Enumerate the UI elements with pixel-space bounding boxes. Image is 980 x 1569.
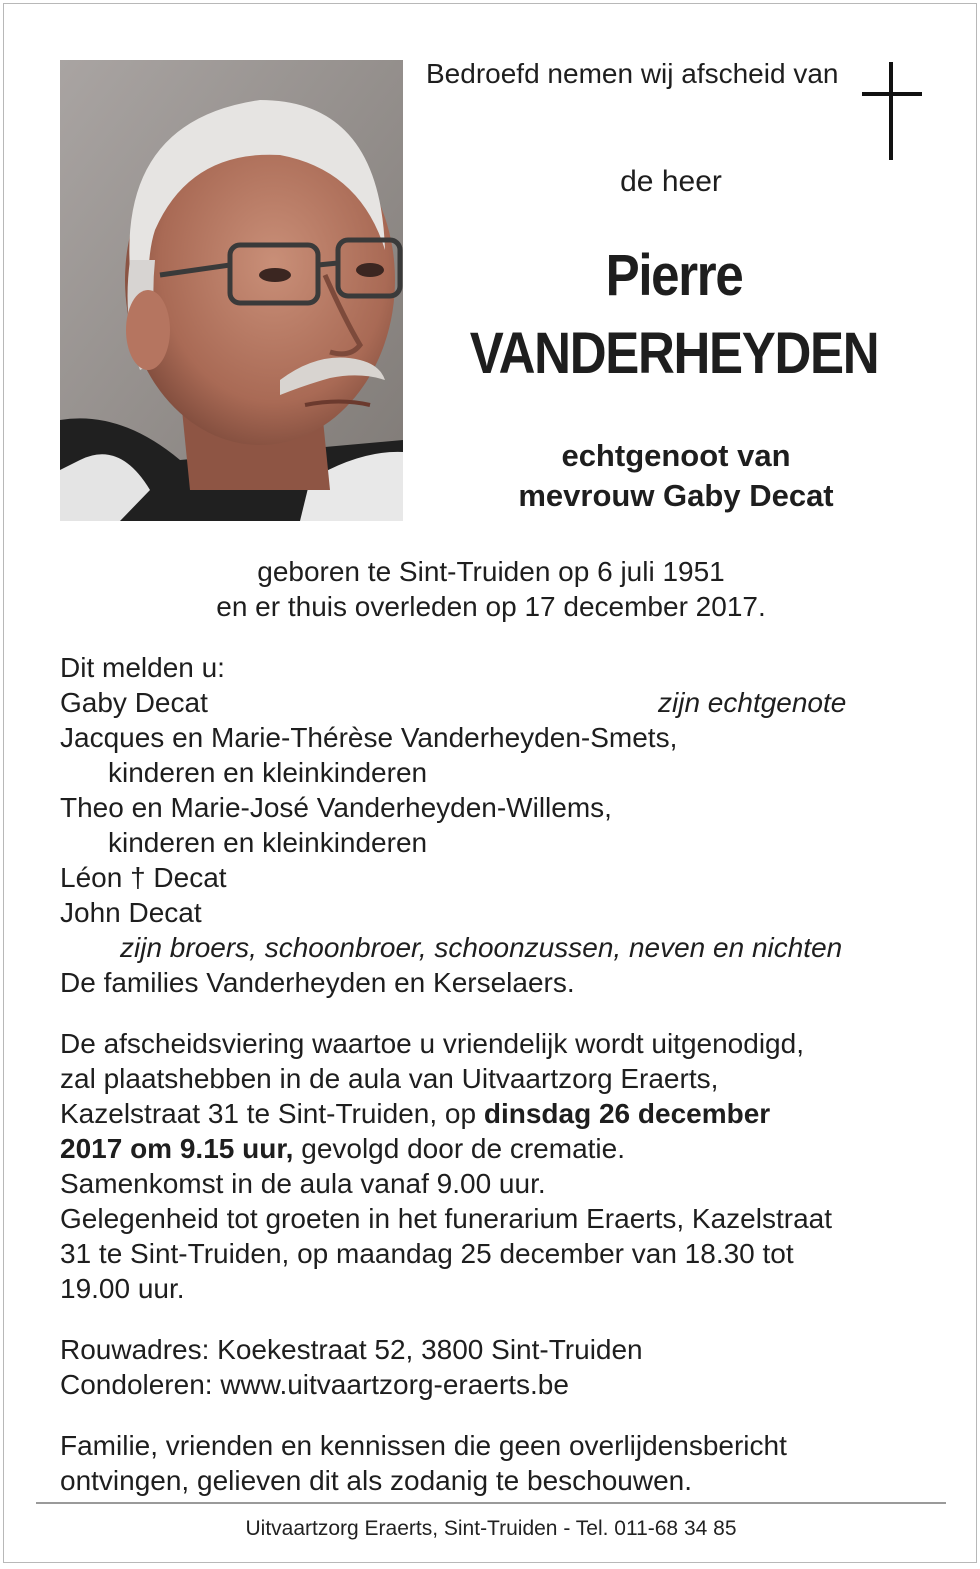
family-line-3: Léon † Decat (60, 862, 227, 893)
ceremony-line-7: 31 te Sint-Truiden, op maandag 25 december van 18.30 tot (60, 1238, 794, 1269)
born-line: geboren te Sint-Truiden op 6 juli 1951 (257, 556, 725, 587)
ceremony-line-8: 19.00 uur. (60, 1273, 185, 1304)
mourning-address: Rouwadres: Koekestraat 52, 3800 Sint-Truiden (60, 1334, 643, 1365)
family-line-1-sub: kinderen en kleinkinderen (108, 757, 428, 788)
ceremony-line-2: zal plaatshebben in de aula van Uitvaartzorg Eraerts, (60, 1063, 719, 1094)
deceased-last-name: VANDERHEYDEN (469, 321, 879, 386)
families-line: De families Vanderheyden en Kerselaers. (60, 967, 575, 998)
announcement-body (60, 650, 930, 1498)
closing-line-1: Familie, vrienden en kennissen die geen overlijdensbericht (60, 1430, 787, 1461)
salutation: de heer (620, 165, 722, 198)
ceremony-line-3 (60, 1096, 930, 1131)
announce-spouse-row (60, 685, 930, 720)
condolence-link[interactable]: Condoleren: www.uitvaartzorg-eraerts.be (60, 1369, 569, 1400)
birth-death-block (4, 554, 978, 624)
family-line-1: Jacques en Marie-Thérèse Vanderheyden-Smets, (60, 722, 678, 753)
ceremony-time: 2017 om 9.15 uur, (60, 1133, 294, 1164)
ceremony-line-5: Samenkomst in de aula vanaf 9.00 uur. (60, 1168, 546, 1199)
spouse-role: zijn echtgenote (658, 687, 847, 718)
family-line-2-sub: kinderen en kleinkinderen (108, 827, 428, 858)
spouse-name: Gaby Decat (60, 687, 208, 718)
spouse-line-2: mevrouw Gaby Decat (518, 478, 834, 513)
ceremony-line-6: Gelegenheid tot groeten in het funerarium Eraerts, Kazelstraat (60, 1203, 832, 1234)
closing-line-2: ontvingen, gelieven dit als zodanig te beschouwen. (60, 1465, 692, 1496)
footer-divider (36, 1502, 946, 1504)
ceremony-line-1: De afscheidsviering waartoe u vriendelijk wordt uitgenodigd, (60, 1028, 804, 1059)
ceremony-line-4 (60, 1131, 930, 1166)
relations-line: zijn broers, schoonbroer, schoonzussen, neven en nichten (120, 932, 843, 963)
spouse-block (426, 436, 926, 516)
intro-text: Bedroefd nemen wij afscheid van (426, 58, 839, 89)
cross-icon (862, 62, 922, 160)
family-line-4: John Decat (60, 897, 202, 928)
ceremony-location: Kazelstraat 31 te Sint-Truiden, op (60, 1098, 484, 1129)
announce-header: Dit melden u: (60, 652, 225, 683)
footer-text: Uitvaartzorg Eraerts, Sint-Truiden - Tel. 011-68 34 85 (245, 1517, 737, 1540)
portrait-photo (60, 60, 403, 521)
died-line: en er thuis overleden op 17 december 2017. (216, 591, 766, 622)
spouse-line-1: echtgenoot van (561, 438, 791, 473)
obituary-card (3, 3, 977, 1563)
ceremony-date: dinsdag 26 december (483, 1098, 771, 1129)
ceremony-cremation: gevolgd door de crematie. (293, 1133, 625, 1164)
family-line-2: Theo en Marie-José Vanderheyden-Willems, (60, 792, 612, 823)
deceased-first-name: Pierre (605, 243, 743, 308)
